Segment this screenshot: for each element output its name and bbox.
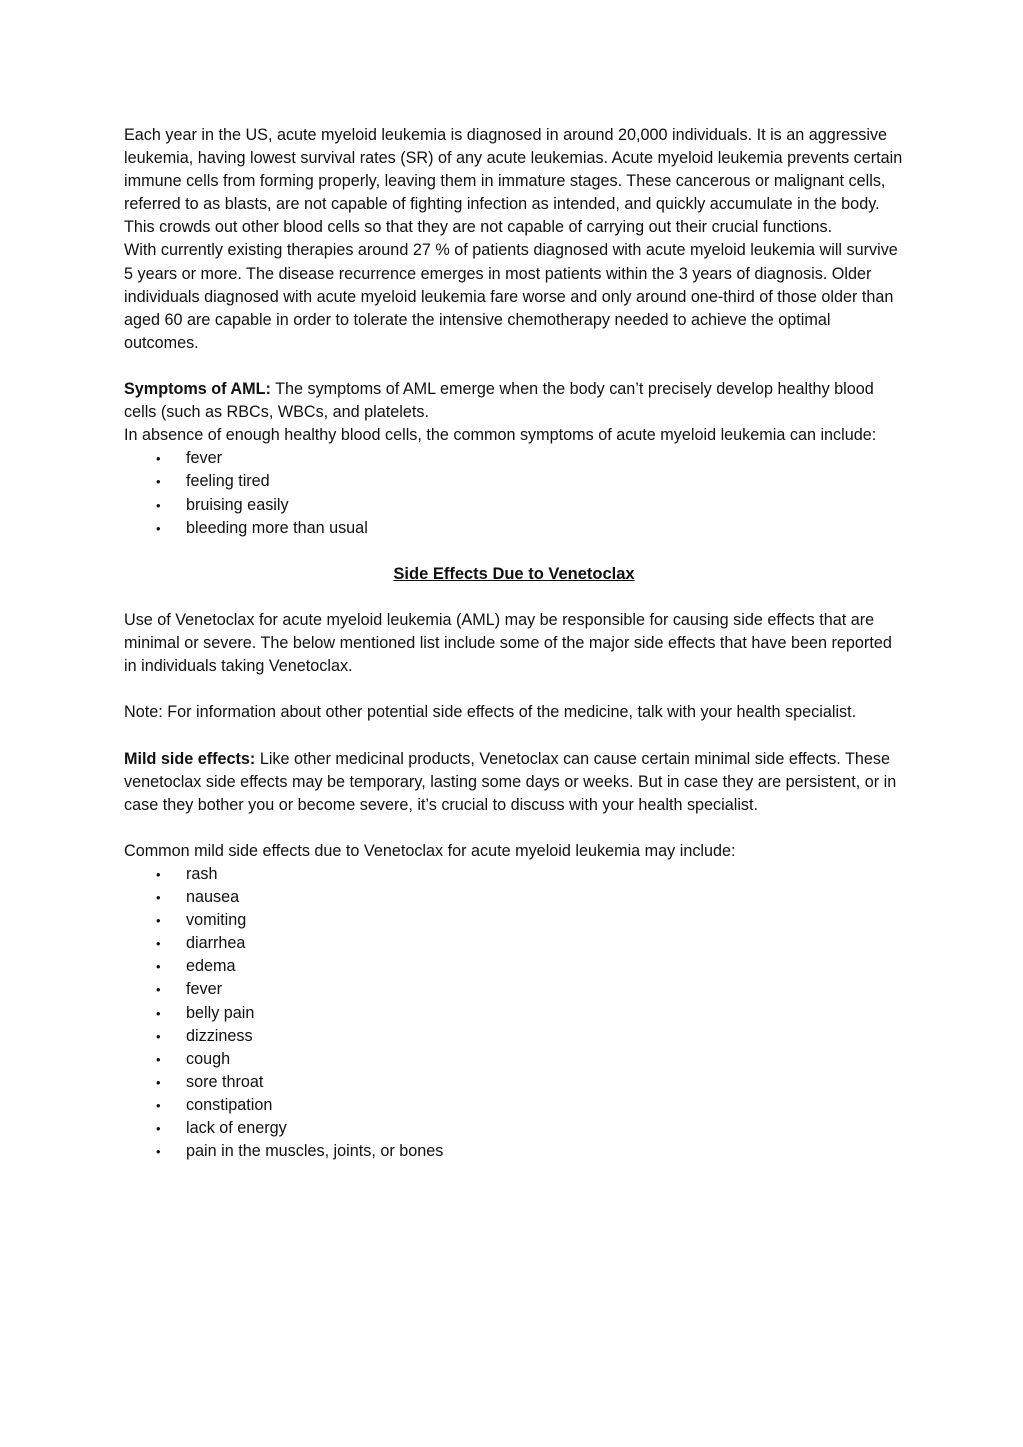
symptoms-list [124,447,904,539]
list-item [124,1140,904,1163]
list-item-text: pain in the muscles, joints, or bones [186,1142,444,1161]
list-item [124,932,904,955]
document-page [124,124,904,1163]
list-item-text: diarrhea [186,934,246,953]
mild-side-effects-text: Like other medicinal products, Venetoclax can cause certain minimal side effects. These venetoclax side effects may be temporary, lasting some days or weeks. But in case they are persistent, or in case they bother you or become severe, it’s crucial to discuss with your health specialist. [124,749,897,814]
bullet-icon: • [156,474,161,490]
bullet-icon: • [156,913,161,929]
bullet-icon: • [156,890,161,906]
bullet-icon: • [156,1005,161,1021]
spacer [124,724,904,747]
bullet-icon: • [156,451,161,467]
list-item-text: sore throat [186,1072,264,1091]
list-item-text: feeling tired [186,472,270,491]
bullet-icon: • [156,1144,161,1160]
list-item-text: constipation [186,1095,273,1114]
list-item [124,978,904,1001]
spacer [124,817,904,840]
bullet-icon: • [156,959,161,975]
list-item [124,909,904,932]
list-item-text: lack of energy [186,1119,287,1138]
spacer [124,355,904,378]
list-item-text: fever [186,980,222,999]
bullet-icon: • [156,1121,161,1137]
bullet-icon: • [156,497,161,513]
intro-paragraph-2: With currently existing therapies around 27 % of patients diagnosed with acute myeloid leukemia will survive 5 years or more. The disease recurrence emerges in most patients within the 3 years of diagnosis. Older individuals diagnosed with acute myeloid leukemia fare worse and only around one-third of those older than aged 60 are capable in order to tolerate the intensive chemotherapy needed to achieve the optimal outcomes. [124,241,898,352]
symptoms-paragraph [124,378,904,424]
list-item-text: fever [186,449,222,468]
list-item [124,447,904,470]
list-item-text: cough [186,1049,231,1068]
list-item-text: belly pain [186,1003,255,1022]
bullet-icon: • [156,520,161,536]
list-item [124,1117,904,1140]
bullet-icon: • [156,867,161,882]
symptoms-text: The symptoms of AML emerge when the body can’t precisely develop healthy blood cells (such as RBCs, WBCs, and platelets. [124,380,874,422]
list-item [124,1025,904,1048]
symptoms-intro: In absence of enough healthy blood cells, the common symptoms of acute myeloid leukemia can include: [124,426,877,445]
list-item-text: nausea [186,888,240,907]
note-paragraph: Note: For information about other potential side effects of the medicine, talk with your health specialist. [124,703,857,722]
list-item [124,1048,904,1071]
bullet-icon: • [156,982,161,998]
spacer [124,586,904,609]
list-item [124,1071,904,1094]
bullet-icon: • [156,1051,161,1067]
bullet-icon: • [156,1028,161,1044]
spacer [124,678,904,701]
symptoms-label: Symptoms of AML: [124,380,271,399]
list-item [124,470,904,493]
list-item [124,1002,904,1025]
list-item-text: vomiting [186,911,247,930]
bullet-icon: • [156,936,161,952]
list-item [124,886,904,909]
list-item-text: bruising easily [186,495,289,514]
list-item [124,955,904,978]
list-item [124,1094,904,1117]
mild-side-effects-paragraph [124,748,904,817]
side-effects-list [124,863,904,1163]
common-side-effects-intro: Common mild side effects due to Venetoclax for acute myeloid leukemia may include: [124,841,736,860]
bullet-icon: • [156,1097,161,1113]
list-item [124,517,904,540]
list-item-text: bleeding more than usual [186,518,368,537]
list-item-text: dizziness [186,1026,253,1045]
intro-paragraph-1: Each year in the US, acute myeloid leukemia is diagnosed in around 20,000 individuals. It is an aggressive leukemia, having lowest survival rates (SR) of any acute leukemias. Acute myeloid leukemia prevents certain immune cells from forming properly, leaving them in immature stages. These cancerous or malignant cells, referred to as blasts, are not capable of fighting infection as intended, and quickly accumulate in the body. This crowds out other blood cells so that they are not capable of carrying out their crucial functions. [124,126,903,237]
list-item [124,494,904,517]
section-paragraph-1: Use of Venetoclax for acute myeloid leukemia (AML) may be responsible for causing side effects that are minimal or severe. The below mentioned list include some of the major side effects that have been reported in individuals taking Venetoclax. [124,610,892,676]
mild-side-effects-label: Mild side effects: [124,749,256,768]
list-item-text: rash [186,865,218,883]
list-item [124,863,904,886]
section-heading: Side Effects Due to Venetoclax [393,564,635,583]
bullet-icon: • [156,1074,161,1090]
list-item-text: edema [186,957,236,976]
spacer [124,540,904,563]
